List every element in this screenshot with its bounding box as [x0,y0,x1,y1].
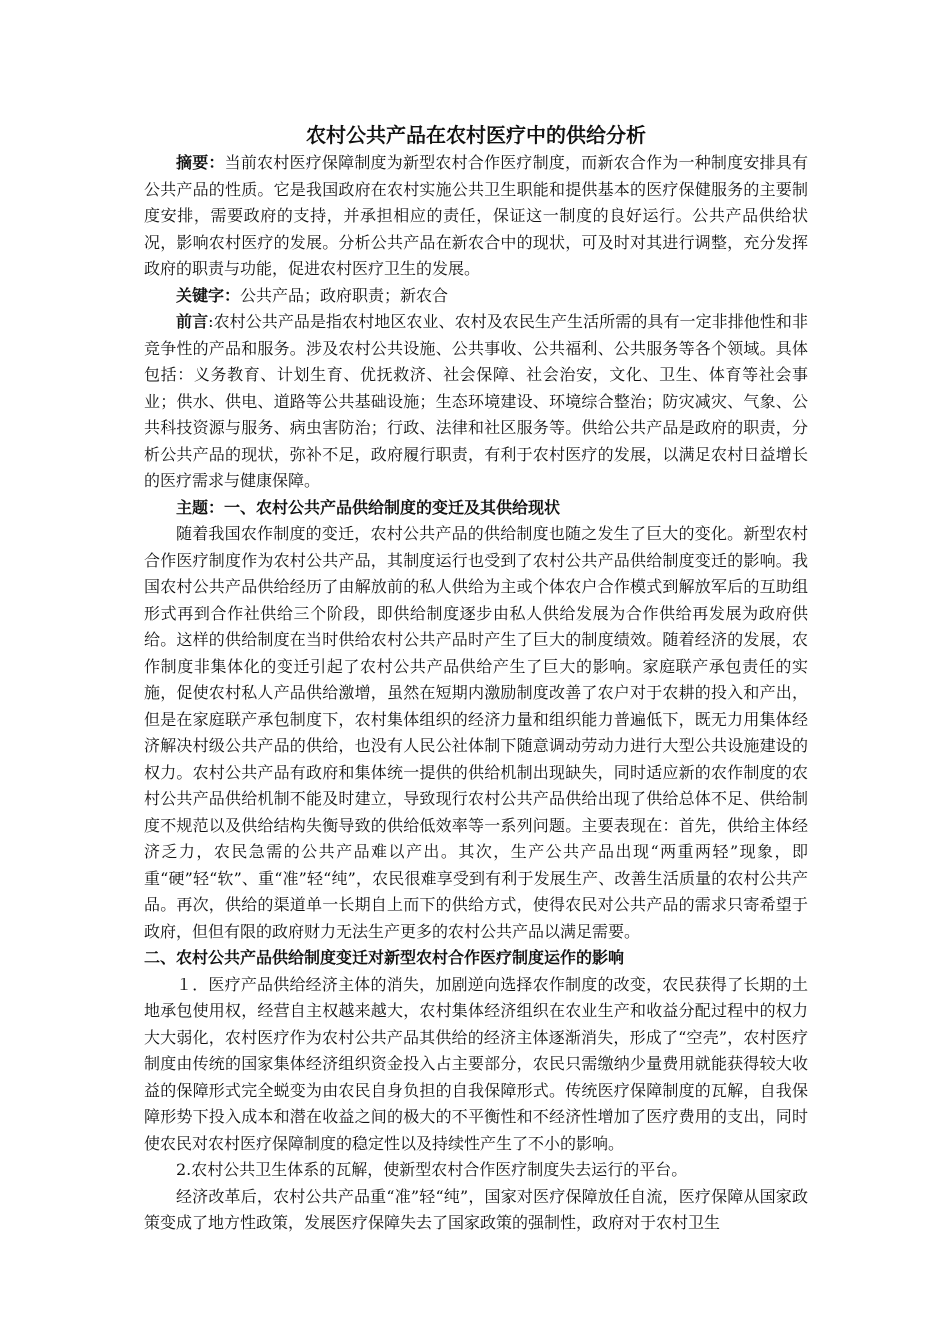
abstract-paragraph [144,150,808,283]
item2-detail-paragraph: 经济改革后，农村公共产品重“准”轻“纯”，国家对医疗保障放任自流，医疗保障从国家政策变成了地方性政策，发展医疗保障失去了国家政策的强制性，政府对于农村卫生 [144,1186,808,1232]
keywords-text: 公共产品；政府职责；新农合 [240,285,449,305]
abstract-label: 摘要： [176,153,225,172]
keywords-paragraph [144,283,808,310]
document-page [144,120,808,1237]
preface-text: :农村公共产品是指农村地区农业、农村及农民生产生活所需的具有一定非排他性和非竞争性的产品和服务。涉及农村公共设施、公共事收、公共福利、公共服务等各个领域。具体包括：义务教育、计划生育、优抚救济、社会保障、社会治安，文化、卫生、体育等社会事业；供水、供电、道路等公共基础设施；生态环境建设、环境综合整治；防灾减灾、气象、公共科技资源与服务、病虫害防治；行政、法律和社区服务等。供给公共产品是政府的职责，分析公共产品的现状，弥补不足，政府履行职责，有利于农村医疗的发展，以满足农村日益增长的医疗需求与健康保障。 [144,312,808,490]
preface-paragraph [144,309,808,495]
document-title: 农村公共产品在农村医疗中的供给分析 [306,123,646,147]
keywords-label: 关键字： [176,285,241,305]
abstract-text: 当前农村医疗保障制度为新型农村合作医疗制度，而新农合作为一种制度安排具有公共产品的性质。它是我国政府在农村实施公共卫生职能和提供基本的医疗保健服务的主要制度安排，需要政府的支持，并承担相应的责任，保证这一制度的良好运行。公共产品供给状况，影响农村医疗的发展。分析公共产品在新农合中的现状，可及时对其进行调整，充分发挥政府的职责与功能，促进农村医疗卫生的发展。 [144,153,808,278]
item1-paragraph: １．医疗产品供给经济主体的消失，加剧逆向选择农作制度的改变，农民获得了长期的土地承包使用权，经营自主权越来越大，农村集体经济组织在农业生产和收益分配过程中的权力大大弱化，农村医疗作为农村公共产品其供给的经济主体逐渐消失，形成了“空壳”，农村医疗制度由传统的国家集体经济组织资金投入占主要部分，农民只需缴纳少量费用就能获得较大收益的保障形式完全蜕变为由农民自身负担的自我保障形式。传统医疗保障制度的瓦解，自我保障形势下投入成本和潜在收益之间的极大的不平衡性和不经济性增加了医疗费用的支出，同时使农民对农村医疗保障制度的稳定性以及持续性产生了不小的影响。 [144,974,808,1153]
section2-heading: 二、农村公共产品供给制度变迁对新型农村合作医疗制度运作的影响 [144,948,625,967]
item2-paragraph: 2.农村公共卫生体系的瓦解，使新型农村合作医疗制度失去运行的平台。 [176,1160,688,1179]
section1-paragraph: 随着我国农作制度的变迁，农村公共产品的供给制度也随之发生了巨大的变化。新型农村合作医疗制度作为农村公共产品，其制度运行也受到了农村公共产品供给制度变迁的影响。我国农村公共产品供给经历了由解放前的私人供给为主或个体农户合作模式到解放军后的互助组形式再到合作社供给三个阶段，即供给制度逐步由私人供给发展为合作供给再发展为政府供给。这样的供给制度在当时供给农村公共产品时产生了巨大的制度绩效。随着经济的发展，农作制度非集体化的变迁引起了农村公共产品供给产生了巨大的影响。家庭联产承包责任的实施，促使农村私人产品供给激增，虽然在短期内激励制度改善了农户对于农耕的投入和产出，但是在家庭联产承包制度下，农村集体组织的经济力量和组织能力普遍低下，既无力用集体经济解决村级公共产品的供给，也没有人民公社体制下随意调动劳动力进行大型公共设施建设的权力。农村公共产品有政府和集体统一提供的供给机制出现缺失，同时适应新的农作制度的农村公共产品供给机制不能及时建立，导致现行农村公共产品供给出现了供给总体不足、供给制度不规范以及供给结构失衡导致的供给低效率等一系列问题。主要表现在：首先，供给主体经济乏力，农民急需的公共产品难以产出。其次，生产公共产品出现“两重两轻”现象，即重“硬”轻“软”、重“准”轻“纯”，农民很难享受到有利于发展生产、改善生活质量的农村公共产品。再次，供给的渠道单一长期自上而下的供给方式，使得农民对公共产品的需求只寄希望于政府，但但有限的政府财力无法生产更多的农村公共产品以满足需要。 [144,524,808,941]
preface-label: 前言 [176,312,209,331]
theme-heading: 主题：一、农村公共产品供给制度的变迁及其供给现状 [176,497,561,517]
